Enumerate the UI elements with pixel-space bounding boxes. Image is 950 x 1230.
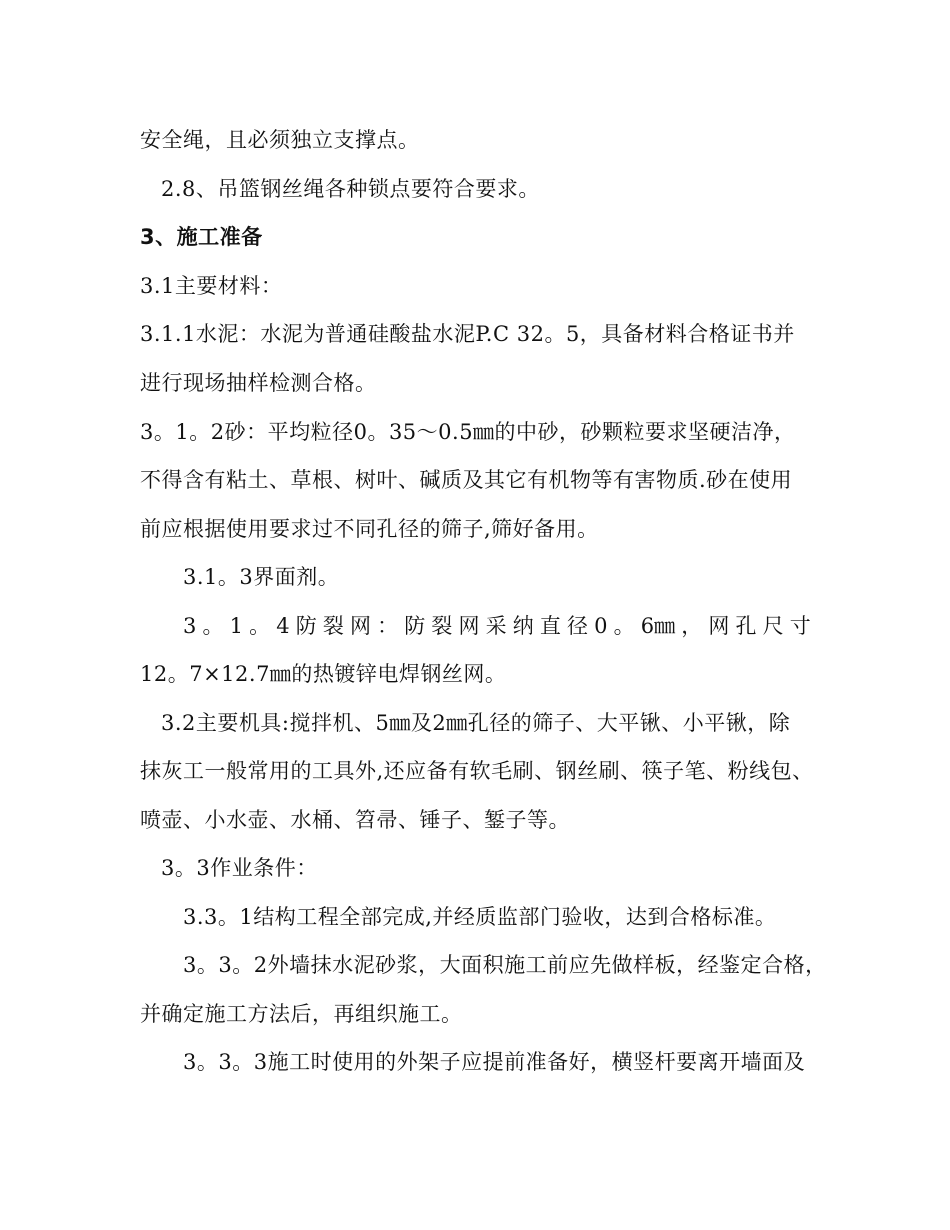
subsection-heading: 3。3作业条件：: [161, 856, 318, 880]
paragraph-line: 抹灰工一般常用的工具外,还应备有软毛刷、钢丝刷、筷子笔、粉线包、: [140, 759, 814, 783]
char: ，: [681, 614, 703, 638]
paragraph-line: 3.1.1水泥：水泥为普通硅酸盐水泥P.C 32。5，具备材料合格证书并: [140, 322, 795, 346]
char: 1: [229, 614, 243, 638]
char: 3: [183, 614, 197, 638]
paragraph-line: 喷壶、小水壶、水桶、笤帚、锤子、錾子等。: [140, 808, 570, 832]
char: 防: [404, 614, 426, 638]
paragraph-line: 进行现场抽样检测合格。: [140, 371, 377, 395]
char: 网: [708, 614, 730, 638]
paragraph-line: 2.8、吊篮钢丝绳各种锁点要符合要求。: [161, 177, 540, 201]
char: 裂: [431, 614, 453, 638]
paragraph-line: 3.2主要机具:搅拌机、5㎜及2㎜孔径的筛子、大平锹、小平锹，除: [161, 711, 791, 735]
char: 尺: [762, 614, 784, 638]
char: 。: [202, 614, 224, 638]
char: 寸: [789, 614, 811, 638]
paragraph-line: 3。1。2砂：平均粒径0。35～0.5㎜的中砂，砂颗粒要求坚硬洁净，: [140, 420, 796, 444]
char: 4: [276, 614, 290, 638]
char: 6㎜: [640, 614, 676, 638]
paragraph-line: 3.3。1结构工程全部完成,并经质监部门验收，达到合格标准。: [183, 905, 777, 929]
char: 裂: [322, 614, 344, 638]
paragraph-line: 3。3。2外墙抹水泥砂浆，大面积施工前应先做样板，经鉴定合格，: [183, 953, 827, 977]
char: 。: [249, 614, 271, 638]
char: 网: [350, 614, 371, 638]
paragraph-line: 3.1。3界面剂。: [183, 565, 340, 589]
char: 网: [458, 614, 480, 638]
paragraph-line: 不得含有粘土、草根、树叶、碱质及其它有机物等有害物质.砂在使用: [140, 468, 793, 492]
char: 纳: [512, 614, 534, 638]
char: 径: [567, 614, 588, 638]
section-heading: 3、施工准备: [140, 225, 263, 249]
paragraph-line: 并确定施工方法后，再组织施工。: [140, 1002, 463, 1026]
char: 孔: [735, 614, 757, 638]
char: ：: [377, 614, 399, 638]
paragraph-line: 3。3。3施工时使用的外架子应提前准备好，横竖杆要离开墙面及: [183, 1050, 806, 1074]
char: 防: [295, 614, 317, 638]
char: 0: [594, 614, 608, 638]
justified-paragraph-line: [183, 612, 811, 640]
paragraph-line: 安全绳，且必须独立支撑点。: [140, 128, 420, 152]
char: 。: [613, 614, 635, 638]
paragraph-line: 12。7×12.7㎜的热镀锌电焊钢丝网。: [140, 662, 507, 686]
char: 直: [539, 614, 561, 638]
char: 采: [485, 614, 507, 638]
paragraph-line: 前应根据使用要求过不同孔径的筛子,筛好备用。: [140, 517, 599, 541]
subsection-heading: 3.1主要材料：: [140, 274, 283, 298]
